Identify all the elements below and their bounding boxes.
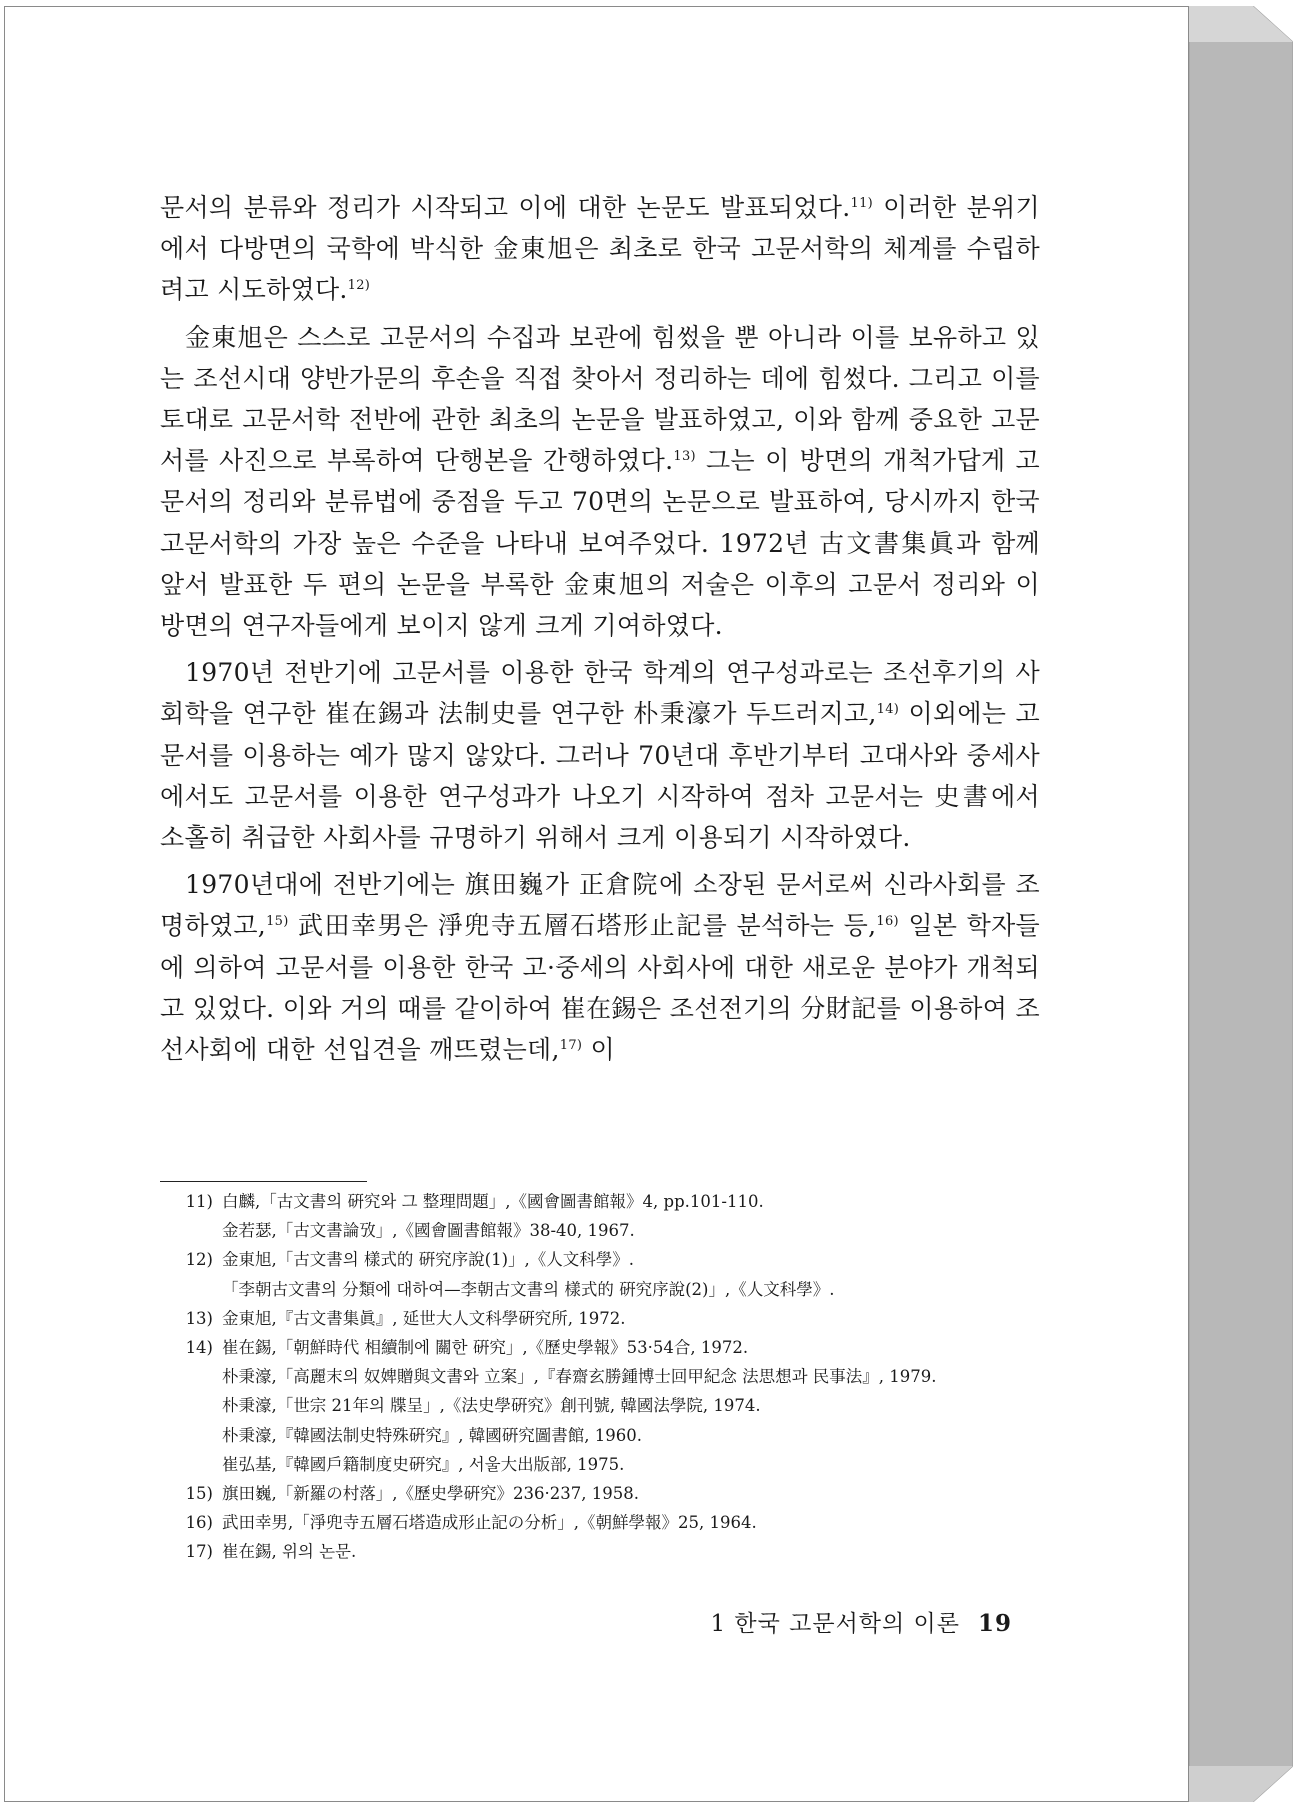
paragraph-text: 문서의 분류와 정리가 시작되고 이에 대한 논문도 발표되었다.: [160, 193, 851, 222]
footnote-line: 旗田巍,「新羅の村落」,《歷史學硏究》236·237, 1958.: [222, 1484, 639, 1504]
paragraph-text: 이: [582, 1035, 615, 1065]
page-stack-edge: [1189, 6, 1293, 1802]
body-text: [160, 187, 1040, 1076]
footnote-ref: 15): [266, 914, 289, 930]
footnote-number: 17): [185, 1542, 213, 1562]
paragraph: [160, 317, 1040, 647]
footnote-ref: 11): [850, 196, 874, 211]
footnote-line: 「李朝古文書의 分類에 대하여—李朝古文書의 樣式的 硏究序說(2)」,《人文科學》.: [222, 1279, 835, 1299]
footnote: [160, 1187, 1040, 1245]
paragraph-text: 그는 이 방면의 개척가답게 고문서의 정리와 분류법에 중점을 두고 70면의 논문으로 발표하여, 당시까지 한국고문서학의 가장 높은 수준을 나타내 보여주었다. 1972년 古文書集眞과 함께 앞서 발표한 두 편의 논문을 부록한 金東旭의 저술은 이후의 고문서 정리와 이 방면의 연구자들에게 보이지 않게 크게 기여하였다.: [160, 446, 1040, 641]
paragraph-text: 金東旭은 스스로 고문서의 수집과 보관에 힘썼을 뿐 아니라 이를 보유하고 있는 조선시대 양반가문의 후손을 직접 찾아서 정리하는 데에 힘썼다. 그리고 이를 토대로 고문서학 전반에 관한 최초의 논문을 발표하였고, 이와 함께 중요한 고문서를 사진으로 부록하여 단행본을 간행하였다.: [160, 322, 1040, 476]
footnote-rule: [160, 1181, 367, 1182]
footnote-ref: 16): [876, 914, 899, 930]
footnote-line: 白麟,「古文書의 硏究와 그 整理問題」,《國會圖書館報》4, pp.101-110.: [222, 1192, 764, 1211]
footnote-ref: 17): [559, 1038, 583, 1054]
paragraph: [160, 652, 1040, 858]
footnote: [160, 1508, 1040, 1537]
footnote: [160, 1479, 1040, 1508]
paragraph-text: 1970년 전반기에 고문서를 이용한 한국 학계의 연구성과로는 조선후기의 사회학을 연구한 崔在錫과 法制史를 연구한 朴秉濠가 두드러지고,: [160, 658, 1040, 729]
footnote-number: 12): [185, 1250, 213, 1270]
footnote: [160, 1245, 1040, 1303]
paragraph-text: 1970년대에 전반기에는 旗田巍가 正倉院에 소장된 문서로써 신라사회를 조명하였고,: [160, 870, 1040, 941]
footnote-line: 朴秉濠,「世宗 21年의 牒呈」,《法史學硏究》創刊號, 韓國法學院, 1974.: [222, 1396, 761, 1416]
footnote: [160, 1304, 1040, 1333]
footnote-line: 崔弘基,『韓國戶籍制度史硏究』, 서울大出版部, 1975.: [222, 1454, 625, 1474]
paragraph: [160, 864, 1040, 1070]
paragraph-text: 일본 학자들에 의하여 고문서를 이용한 한국 고·중세의 사회사에 대한 새로운 분야가 개척되고 있었다. 이와 거의 때를 같이하여 崔在錫은 조선전기의 分財記를 이용하여 조선사회에 대한 선입견을 깨뜨렸는데,: [160, 911, 1040, 1065]
paragraph-text: 武田幸男은 淨兜寺五層石塔形止記를 분석하는 등,: [288, 911, 877, 941]
footnote-line: 朴秉濠,「高麗末의 奴婢贈與文書와 立案」,『春齋玄勝鍾博士回甲紀念 法思想과 民事法』, 1979.: [222, 1367, 937, 1387]
footnote-line: 崔在錫,「朝鮮時代 相續制에 關한 硏究」,《歷史學報》53·54合, 1972.: [222, 1338, 749, 1358]
footnote-line: 金東旭,「古文書의 樣式的 硏究序說(1)」,《人文科學》.: [222, 1250, 635, 1270]
footnote-ref: 14): [876, 702, 900, 718]
footnote-number: 13): [185, 1308, 213, 1328]
footnote-number: 14): [185, 1338, 213, 1358]
footnote-ref: 12): [347, 278, 371, 294]
page-number: 19: [977, 1610, 1012, 1637]
footnote-number: 16): [185, 1513, 213, 1533]
running-head: 1 한국 고문서학의 이론: [710, 1611, 960, 1637]
footnote-line: 武田幸男,「淨兜寺五層石塔造成形止記の分析」,《朝鮮學報》25, 1964.: [222, 1513, 757, 1533]
page-footer: [710, 1605, 1012, 1638]
footnote-line: 朴秉濠,『韓國法制史特殊硏究』, 韓國硏究圖書館, 1960.: [222, 1425, 642, 1445]
footnote: [160, 1333, 1040, 1479]
footnotes: [160, 1187, 1040, 1567]
footnote-number: 11): [185, 1192, 213, 1211]
footnote-ref: 13): [673, 449, 696, 465]
paragraph-text: 이외에는 고문서를 이용하는 예가 많지 않았다. 그러나 70년대 후반기부터 고대사와 중세사에서도 고문서를 이용한 연구성과가 나오기 시작하여 점차 고문서는 史書에서 소홀히 취급한 사회사를 규명하기 위해서 크게 이용되기 시작하였다.: [160, 699, 1040, 853]
footnote-number: 15): [185, 1484, 213, 1504]
paragraph-text: 이러한 분위기에서 다방면의 국학에 박식한 金東旭은 최초로 한국 고문서학의 체계를 수립하려고 시도하였다.: [160, 193, 1040, 305]
footnote-line: 金若瑟,「古文書論攷」,《國會圖書館報》38-40, 1967.: [222, 1221, 635, 1241]
footnote-line: 崔在錫, 위의 논문.: [222, 1542, 357, 1562]
footnote: [160, 1537, 1040, 1566]
paragraph: [160, 187, 1040, 311]
footnote-line: 金東旭,『古文書集眞』, 延世大人文科學硏究所, 1972.: [222, 1308, 626, 1328]
